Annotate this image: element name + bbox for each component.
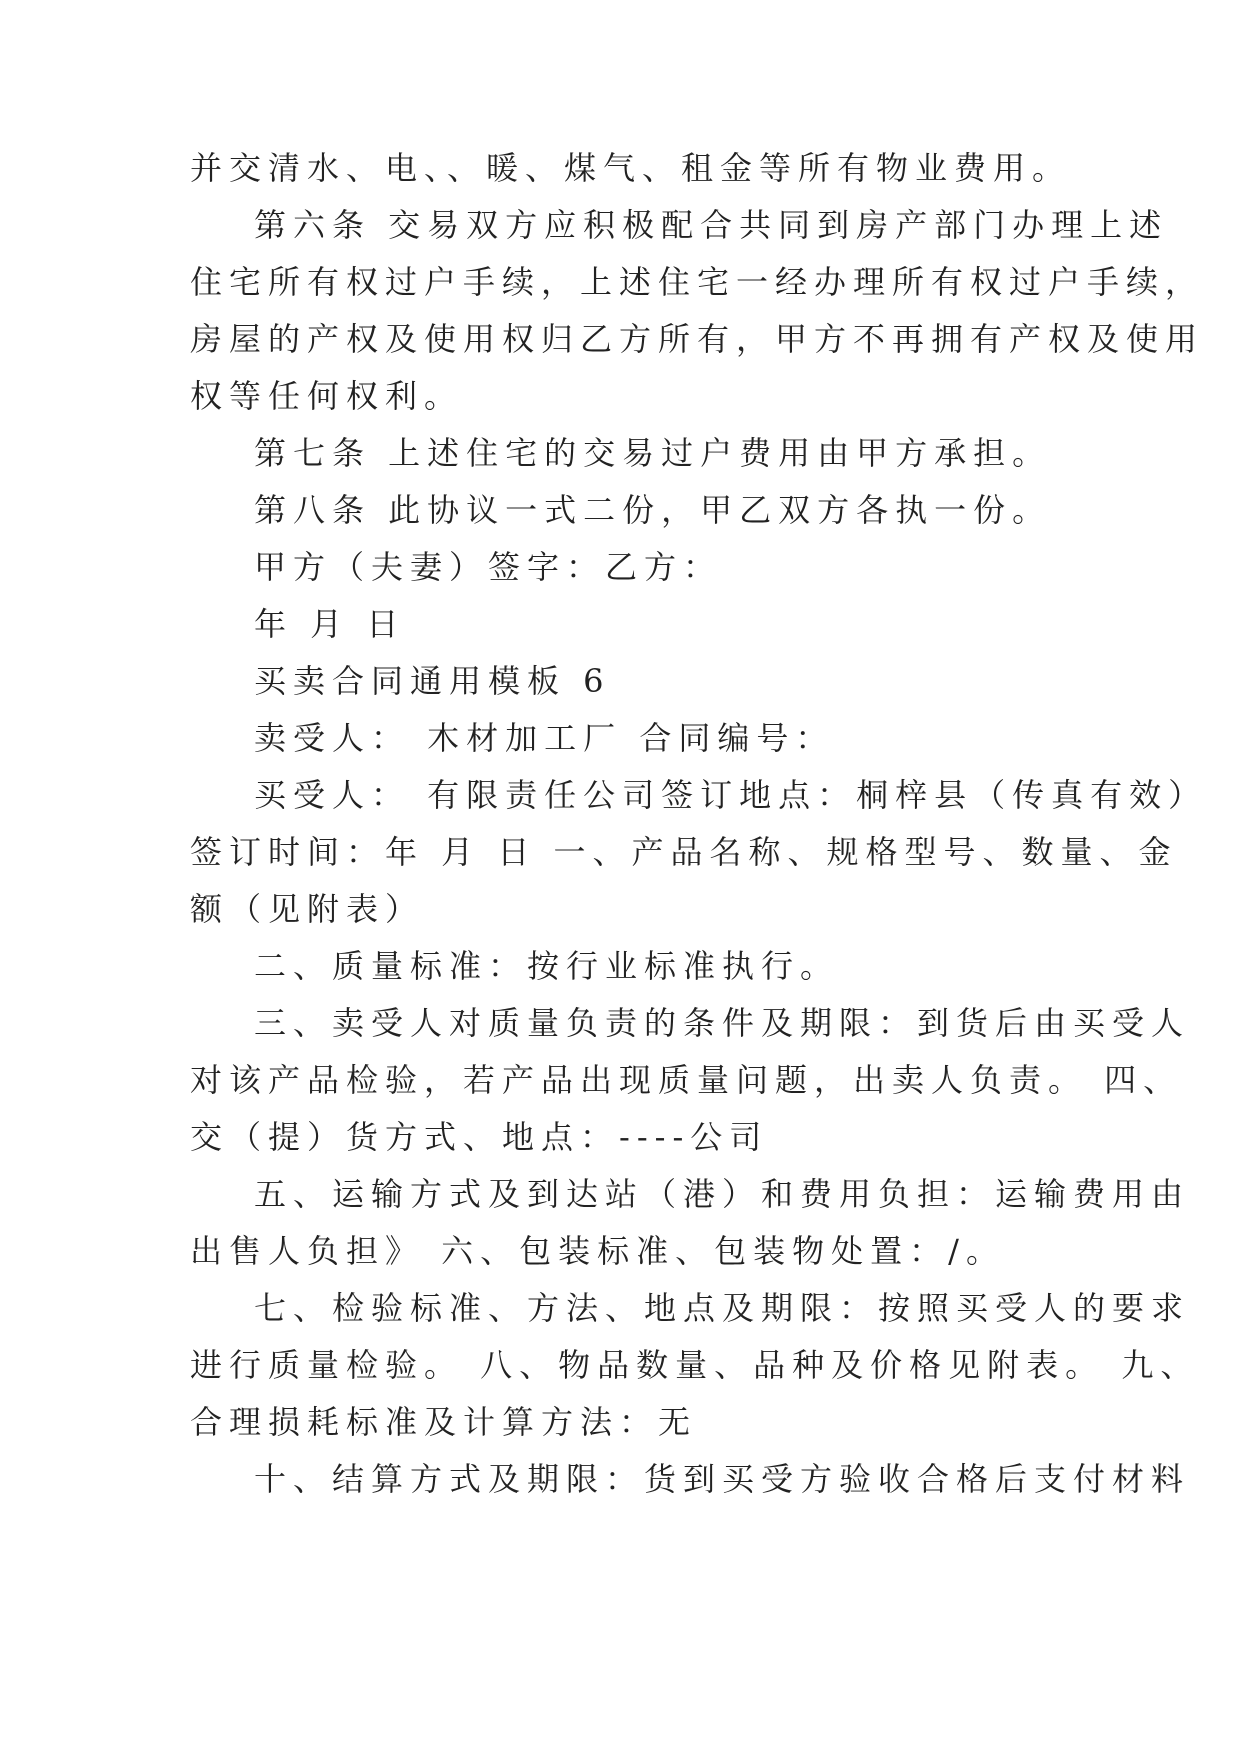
text-line: 第七条 上述住宅的交易过户费用由甲方承担。: [254, 434, 1052, 472]
text-line: 签订时间：年 月 日 一、产品名称、规格型号、数量、金: [190, 833, 1178, 871]
text-line: 并交清水、电、、暖、煤气、租金等所有物业费用。: [190, 149, 1072, 187]
text-line: 房屋的产权及使用权归乙方所有，甲方不再拥有产权及使用: [190, 320, 1205, 358]
text-line: 第六条 交易双方应积极配合共同到房产部门办理上述: [254, 206, 1169, 244]
text-line: 住宅所有权过户手续，上述住宅一经办理所有权过户手续，: [190, 263, 1205, 301]
text-line: 三、卖受人对质量负责的条件及期限：到货后由买受人: [254, 1004, 1191, 1042]
text-line: 七、检验标准、方法、地点及期限：按照买受人的要求: [254, 1289, 1191, 1327]
text-line: 对该产品检验，若产品出现质量问题，出卖人负责。 四、: [190, 1061, 1183, 1099]
text-line: 五、运输方式及到达站（港）和费用负担：运输费用由: [254, 1175, 1191, 1213]
text-line: 二、质量标准：按行业标准执行。: [254, 947, 840, 985]
text-line: 合理损耗标准及计算方法：无: [190, 1403, 698, 1441]
text-line: 第八条 此协议一式二份，甲乙双方各执一份。: [254, 491, 1052, 529]
text-line: 出售人负担》 六、包装标准、包装物处置：/。: [190, 1232, 1005, 1270]
section-title: 买卖合同通用模板 6: [254, 662, 611, 700]
text-line: 买受人： 有限责任公司签订地点：桐梓县（传真有效）: [254, 776, 1208, 814]
text-line: 年 月 日: [254, 605, 406, 643]
text-line: 卖受人： 木材加工厂 合同编号：: [254, 719, 835, 757]
text-line: 进行质量检验。 八、物品数量、品种及价格见附表。 九、: [190, 1346, 1200, 1384]
text-line: 甲方（夫妻）签字：乙方：: [254, 548, 723, 586]
text-line: 十、结算方式及期限：货到买受方验收合格后支付材料: [254, 1460, 1191, 1498]
text-line: 交（提）货方式、地点：----公司: [190, 1118, 769, 1156]
text-line: 额（见附表）: [190, 890, 425, 928]
text-line: 权等任何权利。: [190, 377, 464, 415]
